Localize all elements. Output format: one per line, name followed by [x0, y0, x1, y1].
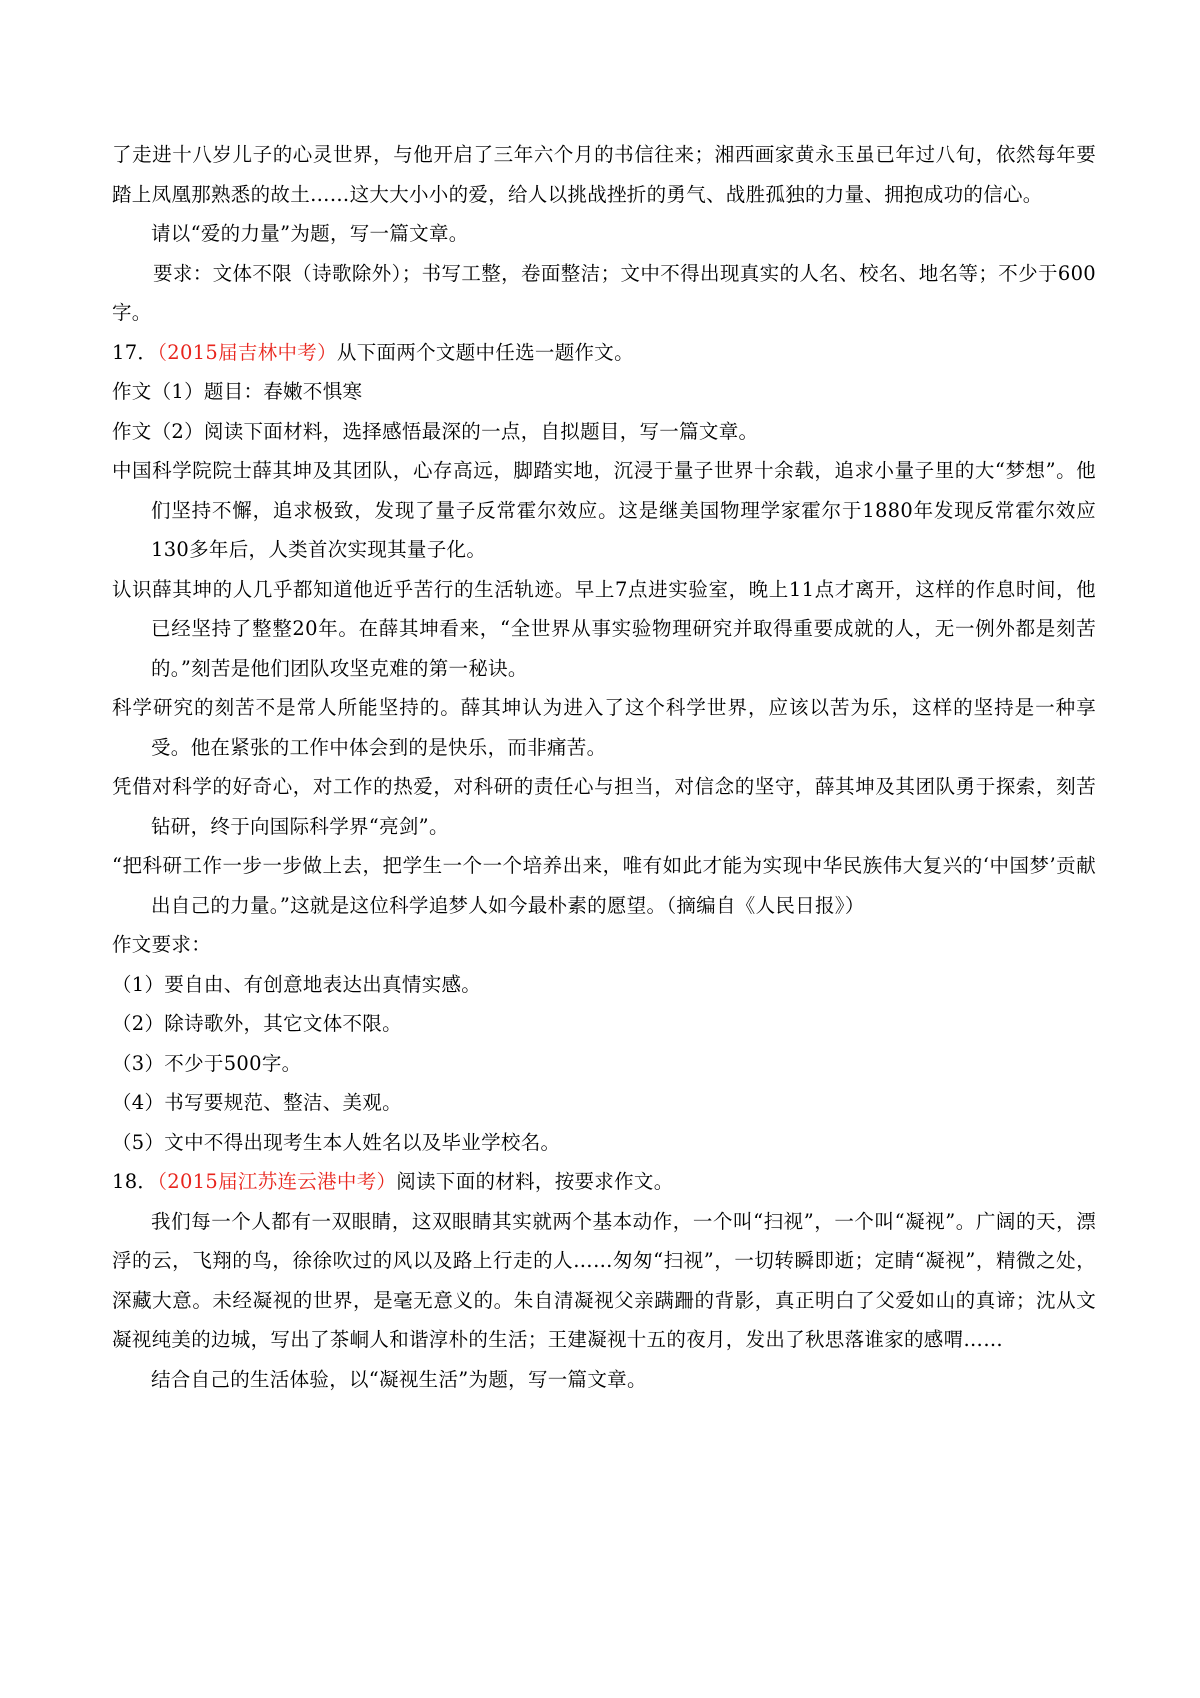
q17-paragraph-1: 中国科学院院士薛其坤及其团队，心存高远，脚踏实地，沉浸于量子世界十余载，追求小量子里的大“梦想”。他们坚持不懈，追求极致，发现了量子反常霍尔效应。这是继美国物理学家霍尔于1880年发现反常霍尔效应130多年后，人类首次实现其量子化。	[112, 459, 1096, 561]
q16-requirements: 要求：文体不限（诗歌除外）；书写工整，卷面整洁；文中不得出现真实的人名、校名、地名等；不少于600字。	[112, 261, 1096, 324]
q17-header	[112, 333, 1096, 373]
q18-header	[112, 1162, 1096, 1202]
q17-requirement-2: （2）除诗歌外，其它文体不限。	[112, 1012, 402, 1035]
q17-requirement-4: （4）书写要规范、整洁、美观。	[112, 1091, 402, 1114]
q18-source: （2015届江苏连云港中考）	[157, 1170, 397, 1193]
q17-paragraph-3: 科学研究的刻苦不是常人所能坚持的。薛其坤认为进入了这个科学世界，应该以苦为乐，这样的坚持是一种享受。他在紧张的工作中体会到的是快乐，而非痛苦。	[112, 696, 1096, 759]
q17-paragraph-5: “把科研工作一步一步做上去，把学生一个一个培养出来，唯有如此才能为实现中华民族伟大复兴的‘中国梦’贡献出自己的力量。”这就是这位科学追梦人如今最朴素的愿望。（摘编自《人民日报》）	[112, 854, 1096, 917]
q17-number: 17．	[112, 340, 158, 364]
q18-instruction: 阅读下面的材料，按要求作文。	[396, 1170, 674, 1193]
q17-requirement-5: （5）文中不得出现考生本人姓名以及毕业学校名。	[112, 1130, 561, 1154]
q17-instruction: 从下面两个文题中任选一题作文。	[336, 340, 634, 364]
q18-prompt: 结合自己的生活体验，以“凝视生活”为题，写一篇文章。	[151, 1367, 647, 1391]
q16-prompt: 请以“爱的力量”为题，写一篇文章。	[151, 222, 469, 245]
q17-requirement-1: （1）要自由、有创意地表达出真情实感。	[112, 972, 482, 996]
q17-source: （2015届吉林中考）	[157, 340, 337, 364]
q17-option-1: 作文（1）题目：春嫩不惧寒	[112, 380, 363, 403]
q17-paragraph-4: 凭借对科学的好奇心，对工作的热爱，对科研的责任心与担当，对信念的坚守，薛其坤及其团队勇于探索，刻苦钻研，终于向国际科学界“亮剑”。	[112, 775, 1096, 838]
q18-number: 18．	[112, 1170, 158, 1193]
q17-option-2: 作文（2）阅读下面材料，选择感悟最深的一点，自拟题目，写一篇文章。	[112, 419, 759, 443]
q17-requirement-3: （3）不少于500字。	[112, 1051, 302, 1075]
q18-material: 我们每一个人都有一双眼睛，这双眼睛其实就两个基本动作，一个叫“扫视”，一个叫“凝视”。广阔的天，漂浮的云，飞翔的鸟，徐徐吹过的风以及路上行走的人……匆匆“扫视”，一切转瞬即逝；定睛“凝视”，精微之处，深藏大意。未经凝视的世界，是毫无意义的。朱自清凝视父亲蹒跚的背影，真正明白了父爱如山的真谛；沈从文凝视纯美的边城，写出了茶峒人和谐淳朴的生活；王建凝视十五的夜月，发出了秋思落谁家的感喟……	[112, 1209, 1096, 1351]
q16-material-end: 了走进十八岁儿子的心灵世界，与他开启了三年六个月的书信往来；湘西画家黄永玉虽已年过八旬，依然每年要踏上凤凰那熟悉的故土……这大大小小的爱，给人以挑战挫折的勇气、战胜孤独的力量、拥抱成功的信心。	[112, 143, 1096, 206]
q17-paragraph-2: 认识薛其坤的人几乎都知道他近乎苦行的生活轨迹。早上7点进实验室，晚上11点才离开，这样的作息时间，他已经坚持了整整20年。在薛其坤看来，“全世界从事实验物理研究并取得重要成就的人，无一例外都是刻苦的。”刻苦是他们团队攻坚克难的第一秘诀。	[112, 577, 1096, 680]
q17-requirements-title: 作文要求：	[112, 933, 212, 956]
page-content	[112, 135, 1096, 1399]
